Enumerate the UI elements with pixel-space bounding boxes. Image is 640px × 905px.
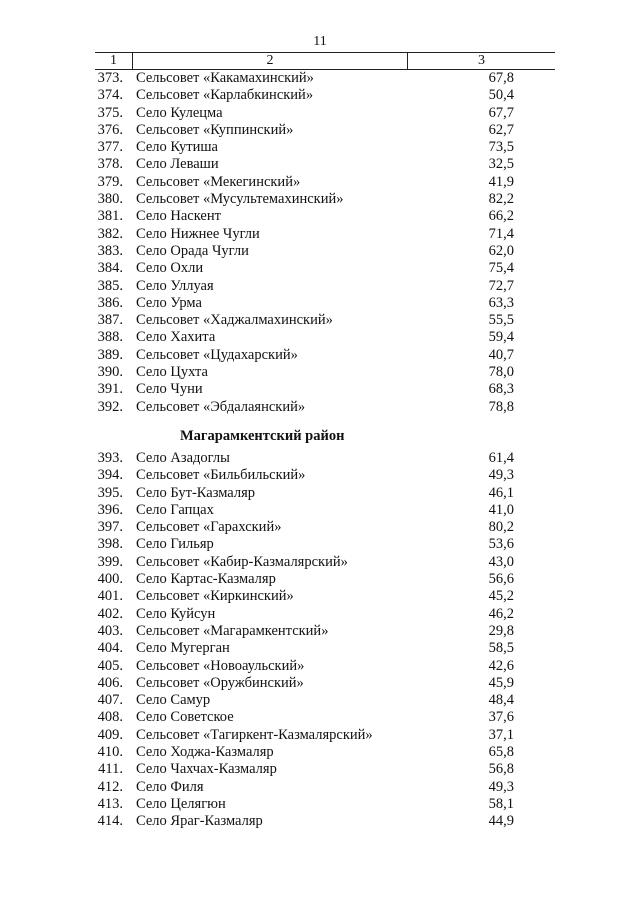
row-name: Село Нижнее Чугли xyxy=(136,225,260,242)
row-number: 385. xyxy=(97,277,123,294)
row-value: 59,4 xyxy=(488,329,514,346)
table-row xyxy=(0,243,640,260)
row-value: 41,0 xyxy=(488,501,514,518)
row-value: 71,4 xyxy=(488,225,514,242)
row-value: 66,2 xyxy=(488,208,514,225)
row-name: Село Леваши xyxy=(136,156,219,173)
row-number: 412. xyxy=(97,778,123,795)
row-value: 45,2 xyxy=(488,588,514,605)
row-value: 42,6 xyxy=(488,657,514,674)
row-number: 388. xyxy=(97,329,123,346)
row-number: 403. xyxy=(97,622,123,639)
row-name: Сельсовет «Карлабкинский» xyxy=(136,87,314,104)
row-name: Село Орада Чугли xyxy=(136,242,249,259)
row-name: Село Мугерган xyxy=(136,640,230,657)
table-row xyxy=(0,692,640,709)
row-name: Село Целягюн xyxy=(136,795,226,812)
row-value: 43,0 xyxy=(488,553,514,570)
table-row xyxy=(0,208,640,225)
row-number: 394. xyxy=(97,467,123,484)
row-number: 408. xyxy=(97,709,123,726)
row-value: 56,6 xyxy=(488,571,514,588)
row-value: 63,3 xyxy=(488,294,514,311)
row-name: Село Чахчах-Казмаляр xyxy=(136,761,277,778)
row-number: 376. xyxy=(97,121,123,138)
row-number: 390. xyxy=(97,364,123,381)
row-value: 78,8 xyxy=(488,398,514,415)
row-value: 32,5 xyxy=(488,156,514,173)
table-row xyxy=(0,347,640,364)
table-row xyxy=(0,519,640,536)
row-name: Сельсовет «Оружбинский» xyxy=(136,674,304,691)
table-row xyxy=(0,156,640,173)
row-name: Село Картас-Казмаляр xyxy=(136,571,276,588)
table-row xyxy=(0,709,640,726)
table-header-row xyxy=(95,52,555,70)
table-row xyxy=(0,105,640,122)
row-name: Сельсовет «Тагиркент-Казмалярский» xyxy=(136,726,373,743)
row-value: 80,2 xyxy=(488,519,514,536)
row-value: 45,9 xyxy=(488,674,514,691)
row-value: 82,2 xyxy=(488,191,514,208)
row-name: Село Яраг-Казмаляр xyxy=(136,813,263,830)
row-name: Село Уллуая xyxy=(136,277,214,294)
table-row xyxy=(0,571,640,588)
table-header-col-1: 1 xyxy=(95,53,133,69)
row-name: Село Азадоглы xyxy=(136,450,230,466)
table-row xyxy=(0,399,640,416)
row-name: Село Хахита xyxy=(136,329,216,346)
row-value: 72,7 xyxy=(488,277,514,294)
table-row xyxy=(0,364,640,381)
row-name: Село Кулецма xyxy=(136,104,223,121)
row-name: Село Наскент xyxy=(136,208,221,225)
row-value: 78,0 xyxy=(488,364,514,381)
table-row xyxy=(0,450,640,467)
row-value: 46,2 xyxy=(488,605,514,622)
row-name: Село Охли xyxy=(136,260,204,277)
row-number: 400. xyxy=(97,571,123,588)
table-row xyxy=(0,381,640,398)
row-number: 392. xyxy=(97,398,123,415)
row-number: 381. xyxy=(97,208,123,225)
page-number: 11 xyxy=(313,34,327,49)
row-value: 68,3 xyxy=(488,381,514,398)
table-row xyxy=(0,761,640,778)
row-name: Село Советское xyxy=(136,709,234,726)
row-number: 375. xyxy=(97,104,123,121)
row-value: 49,3 xyxy=(488,467,514,484)
row-name: Сельсовет «Гарахский» xyxy=(136,519,282,536)
row-number: 374. xyxy=(97,87,123,104)
row-value: 62,7 xyxy=(488,121,514,138)
row-value: 56,8 xyxy=(488,761,514,778)
row-name: Сельсовет «Новоаульский» xyxy=(136,657,305,674)
row-name: Сельсовет «Мусультемахинский» xyxy=(136,191,344,208)
row-number: 379. xyxy=(97,173,123,190)
row-number: 389. xyxy=(97,346,123,363)
row-number: 377. xyxy=(97,139,123,156)
row-number: 410. xyxy=(97,744,123,761)
row-name: Сельсовет «Куппинский» xyxy=(136,121,294,138)
row-name: Село Самур xyxy=(136,692,211,709)
row-value: 50,4 xyxy=(488,87,514,104)
row-name: Сельсовет «Какамахинский» xyxy=(136,70,314,86)
table-row xyxy=(0,554,640,571)
row-number: 404. xyxy=(97,640,123,657)
table-header-col-3: 3 xyxy=(478,53,485,68)
table-header-col-2: 2 xyxy=(133,53,408,69)
row-name: Сельсовет «Хаджалмахинский» xyxy=(136,312,333,329)
table-row xyxy=(0,312,640,329)
row-name: Село Чуни xyxy=(136,381,203,398)
table-row xyxy=(0,278,640,295)
row-value: 67,7 xyxy=(488,104,514,121)
table-row xyxy=(0,727,640,744)
table-row xyxy=(0,174,640,191)
row-number: 397. xyxy=(97,519,123,536)
row-name: Село Цухта xyxy=(136,364,208,381)
table-row xyxy=(0,640,640,657)
table-row xyxy=(0,779,640,796)
row-value: 44,9 xyxy=(488,813,514,830)
table-row xyxy=(0,502,640,519)
row-name: Село Бут-Казмаляр xyxy=(136,484,256,501)
row-number: 396. xyxy=(97,501,123,518)
table-row xyxy=(0,675,640,692)
row-number: 402. xyxy=(97,605,123,622)
section-title: Магарамкентский район xyxy=(180,428,345,444)
table-body-group-1 xyxy=(0,70,640,416)
table-row xyxy=(0,260,640,277)
table-row xyxy=(0,606,640,623)
row-value: 58,5 xyxy=(488,640,514,657)
row-number: 401. xyxy=(97,588,123,605)
table-body-group-2 xyxy=(0,450,640,831)
row-value: 29,8 xyxy=(488,622,514,639)
row-name: Село Ходжа-Казмаляр xyxy=(136,744,274,761)
row-number: 373. xyxy=(97,70,123,86)
row-number: 411. xyxy=(98,761,123,778)
row-name: Сельсовет «Бильбильский» xyxy=(136,467,306,484)
row-number: 414. xyxy=(97,813,123,830)
row-number: 391. xyxy=(97,381,123,398)
row-value: 73,5 xyxy=(488,139,514,156)
row-name: Сельсовет «Цудахарский» xyxy=(136,346,298,363)
row-value: 53,6 xyxy=(488,536,514,553)
table-row xyxy=(0,485,640,502)
row-number: 407. xyxy=(97,692,123,709)
table-row xyxy=(0,623,640,640)
table-row xyxy=(0,70,640,87)
table-row xyxy=(0,122,640,139)
row-value: 55,5 xyxy=(488,312,514,329)
row-number: 386. xyxy=(97,294,123,311)
row-number: 378. xyxy=(97,156,123,173)
table-row xyxy=(0,329,640,346)
row-name: Сельсовет «Кабир-Казмалярский» xyxy=(136,553,348,570)
table-row xyxy=(0,744,640,761)
row-value: 48,4 xyxy=(488,692,514,709)
row-number: 409. xyxy=(97,726,123,743)
row-number: 384. xyxy=(97,260,123,277)
row-value: 37,1 xyxy=(488,726,514,743)
row-number: 387. xyxy=(97,312,123,329)
row-value: 37,6 xyxy=(488,709,514,726)
row-name: Село Урма xyxy=(136,294,202,311)
row-number: 395. xyxy=(97,484,123,501)
row-name: Сельсовет «Киркинский» xyxy=(136,588,294,605)
row-value: 49,3 xyxy=(488,778,514,795)
table-row xyxy=(0,226,640,243)
table-row xyxy=(0,588,640,605)
row-number: 393. xyxy=(97,450,123,466)
table-row xyxy=(0,658,640,675)
row-number: 398. xyxy=(97,536,123,553)
row-value: 61,4 xyxy=(488,450,514,466)
table-row xyxy=(0,191,640,208)
row-value: 41,9 xyxy=(488,173,514,190)
row-number: 399. xyxy=(97,553,123,570)
row-number: 406. xyxy=(97,674,123,691)
row-value: 62,0 xyxy=(488,242,514,259)
table-row xyxy=(0,796,640,813)
row-name: Село Гильяр xyxy=(136,536,214,553)
table-row xyxy=(0,813,640,830)
row-number: 380. xyxy=(97,191,123,208)
row-value: 75,4 xyxy=(488,260,514,277)
table-row xyxy=(0,467,640,484)
row-value: 67,8 xyxy=(488,70,514,86)
row-value: 65,8 xyxy=(488,744,514,761)
table-row xyxy=(0,87,640,104)
row-name: Село Филя xyxy=(136,778,204,795)
row-name: Село Куйсун xyxy=(136,605,216,622)
row-number: 383. xyxy=(97,242,123,259)
row-number: 413. xyxy=(97,795,123,812)
row-name: Сельсовет «Эбдалаянский» xyxy=(136,398,306,415)
table-row xyxy=(0,536,640,553)
row-number: 382. xyxy=(97,225,123,242)
row-number: 405. xyxy=(97,657,123,674)
row-name: Сельсовет «Мекегинский» xyxy=(136,173,301,190)
row-value: 58,1 xyxy=(488,795,514,812)
table-row xyxy=(0,295,640,312)
row-name: Село Гапцах xyxy=(136,501,214,518)
table-row xyxy=(0,139,640,156)
row-name: Село Кутиша xyxy=(136,139,218,156)
row-name: Сельсовет «Магарамкентский» xyxy=(136,622,329,639)
row-value: 40,7 xyxy=(488,346,514,363)
row-value: 46,1 xyxy=(488,484,514,501)
